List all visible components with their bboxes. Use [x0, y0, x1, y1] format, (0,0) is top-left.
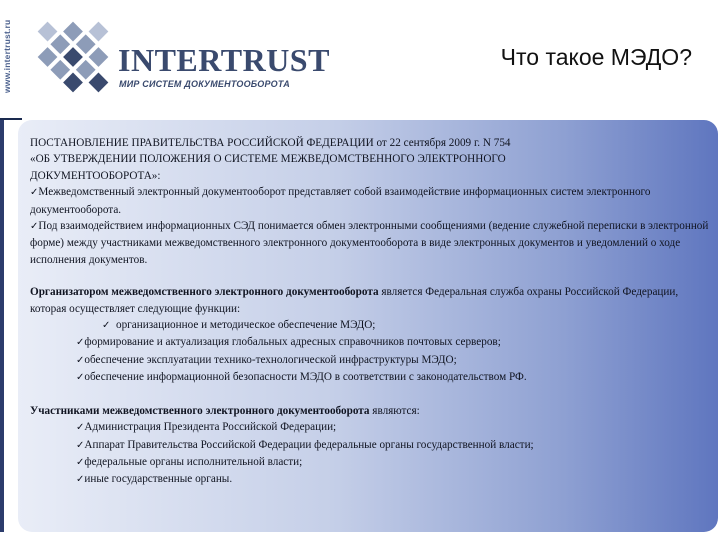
participant-item: ✓федеральные органы исполнительной власти; [76, 455, 303, 468]
organizer-intro: Организатором межведомственного электронного документооборота является Федеральная служба охраны Российской Федерации, которая осуществляет следующие функции: [30, 286, 679, 315]
participant-item: ✓Аппарат Правительства Российской Федерации федеральные органы государственной власти; [76, 438, 534, 451]
participant-item: ✓иные государственные органы. [76, 473, 233, 486]
participants-intro: Участниками межведомственного электронного документооборота являются: [30, 404, 420, 417]
organizer-heading: Организатором межведомственного электронного документооборота [30, 286, 379, 299]
checkmark-icon: ✓ [76, 439, 85, 451]
organizer-item: ✓формирование и актуализация глобальных адресных справочников почтовых серверов; [76, 336, 501, 349]
checkmark-icon: ✓ [76, 474, 85, 486]
organizer-item: ✓обеспечение эксплуатации технико-технологической инфраструктуры МЭДО; [76, 353, 457, 366]
checkmark-icon: ✓ [76, 337, 85, 349]
intertrust-logo-icon [18, 2, 128, 112]
header [0, 0, 720, 118]
decree-point-2: ✓Под взаимодействием информационных СЭД понимается обмен электронными сообщениями (ведение служебной переписки в электронной форме) между участниками межведомственного электронного документооборота в виде электронных документов и уведомлений о ходе исполнения документов. [30, 220, 709, 266]
logo-tagline: МИР СИСТЕМ ДОКУМЕНТООБОРОТА [119, 79, 290, 89]
slide-title: Что такое МЭДО? [500, 44, 692, 70]
decree-line-2: «ОБ УТВЕРЖДЕНИИ ПОЛОЖЕНИЯ О СИСТЕМЕ МЕЖВЕДОМСТВЕННОГО ЭЛЕКТРОННОГО [30, 153, 506, 166]
slide-content [30, 135, 710, 489]
logo-name: INTERTRUST [118, 42, 330, 78]
decree-line-1: ПОСТАНОВЛЕНИЕ ПРАВИТЕЛЬСТВА РОССИЙСКОЙ ФЕДЕРАЦИИ от 22 сентября 2009 г. N 754 [30, 137, 511, 149]
checkmark-icon: ✓ [102, 320, 111, 332]
panel-left-edge [0, 120, 4, 532]
checkmark-icon: ✓ [30, 187, 39, 199]
vertical-site-url: www.intertrust.ru [2, 19, 12, 93]
participant-item: ✓Администрация Президента Российской Федерации; [76, 421, 337, 434]
checkmark-icon: ✓ [76, 354, 85, 366]
decree-line-3: ДОКУМЕНТООБОРОТА»: [30, 169, 161, 182]
organizer-item: ✓ организационное и методическое обеспечение МЭДО; [102, 319, 376, 332]
decree-point-1: ✓Межведомственный электронный документооборот представляет собой взаимодействие информационных систем электронного документооборота. [30, 186, 651, 216]
checkmark-icon: ✓ [76, 456, 85, 468]
checkmark-icon: ✓ [76, 372, 85, 384]
organizer-item: ✓обеспечение информационной безопасности МЭДО в соответствии с законодательством РФ. [76, 371, 527, 384]
checkmark-icon: ✓ [30, 221, 39, 233]
participants-heading: Участниками межведомственного электронного документооборота [30, 404, 370, 417]
checkmark-icon: ✓ [76, 422, 85, 434]
